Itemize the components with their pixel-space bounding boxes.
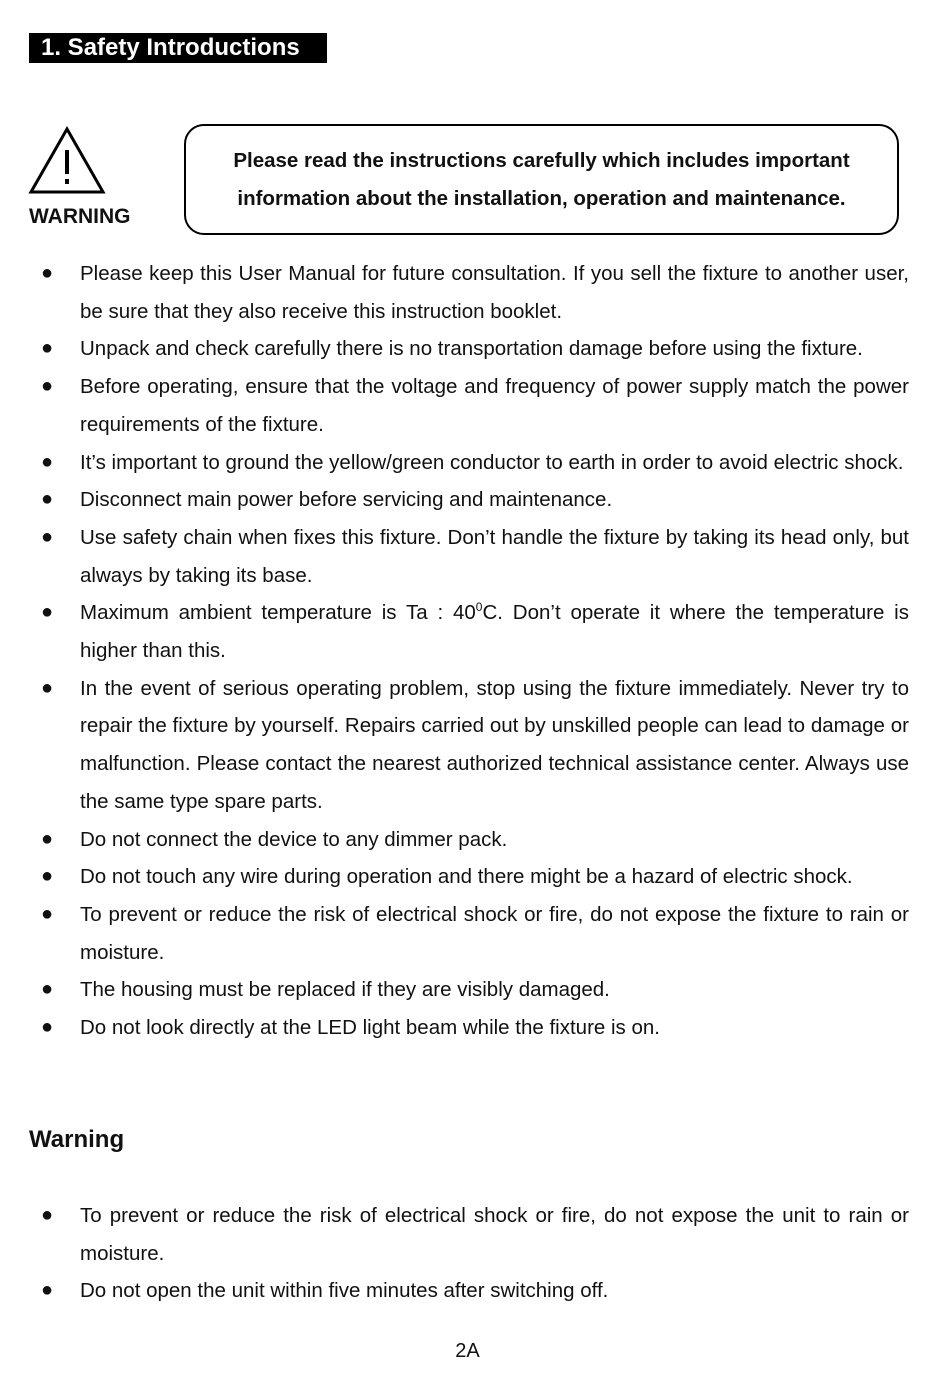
list-item: ● Use safety chain when fixes this fixture. Don’t handle the fixture by taking its head only, but always by taking its base. <box>29 519 909 594</box>
bullet-icon: ● <box>41 978 54 1001</box>
notice-box <box>184 124 899 235</box>
bullet-icon: ● <box>41 865 54 888</box>
page-number: 2A <box>455 1340 480 1362</box>
list-item: ● Please keep this User Manual for future consultation. If you sell the fixture to another user, be sure that they also receive this instruction booklet. <box>29 255 909 330</box>
list-item: ● Before operating, ensure that the voltage and frequency of power supply match the power requirements of the fixture. <box>29 368 909 443</box>
bullet-icon: ● <box>41 676 54 699</box>
list-item: ● Disconnect main power before servicing and maintenance. <box>29 481 909 519</box>
bullet-icon: ● <box>41 601 54 624</box>
bullet-icon: ● <box>41 827 54 850</box>
warning-label: WARNING <box>29 205 131 228</box>
warning-list <box>29 1197 909 1310</box>
bullet-icon: ● <box>41 375 54 398</box>
bullet-icon: ● <box>41 1016 54 1039</box>
bullet-icon: ● <box>41 525 54 548</box>
list-item: ● Unpack and check carefully there is no transportation damage before using the fixture. <box>29 330 909 368</box>
list-item-temperature: ● Maximum ambient temperature is Ta : $40^0C$. Don’t operate it where the temperature is higher than this. <box>29 594 909 669</box>
section-title: 1. Safety Introductions <box>29 33 327 63</box>
warning-triangle-icon <box>28 126 106 196</box>
bullet-icon: ● <box>41 337 54 360</box>
bullet-icon: ● <box>41 1204 54 1226</box>
bullet-icon: ● <box>41 262 54 284</box>
list-item: ● Do not connect the device to any dimmer pack. <box>29 821 909 859</box>
list-item: ● Do not look directly at the LED light beam while the fixture is on. <box>29 1009 909 1047</box>
bullet-icon: ● <box>41 450 54 473</box>
list-item: ● To prevent or reduce the risk of electrical shock or fire, do not expose the unit to rain or moisture. <box>29 1197 909 1272</box>
bullet-icon: ● <box>41 1279 54 1302</box>
bullet-icon: ● <box>41 488 54 511</box>
warning-heading: Warning <box>29 1126 125 1153</box>
list-item: ● The housing must be replaced if they are visibly damaged. <box>29 971 909 1009</box>
list-item: ● In the event of serious operating problem, stop using the fixture immediately. Never try to repair the fixture by yourself. Repairs carried out by unskilled people can lead to damage or malfunction. Please contact the nearest authorized technical assistance center. Always use the same type spare parts. <box>29 670 909 821</box>
list-item: ● Do not open the unit within five minutes after switching off. <box>29 1272 909 1310</box>
notice-text: Please read the instructions carefully which includes important information about the installation, operation and maintenance. <box>233 149 850 210</box>
list-item: ● To prevent or reduce the risk of electrical shock or fire, do not expose the fixture to rain or moisture. <box>29 896 909 971</box>
list-item: ● Do not touch any wire during operation and there might be a hazard of electric shock. <box>29 858 909 896</box>
safety-list <box>29 255 909 1047</box>
list-item: ● It’s important to ground the yellow/green conductor to earth in order to avoid electric shock. <box>29 444 909 482</box>
bullet-icon: ● <box>41 902 54 925</box>
